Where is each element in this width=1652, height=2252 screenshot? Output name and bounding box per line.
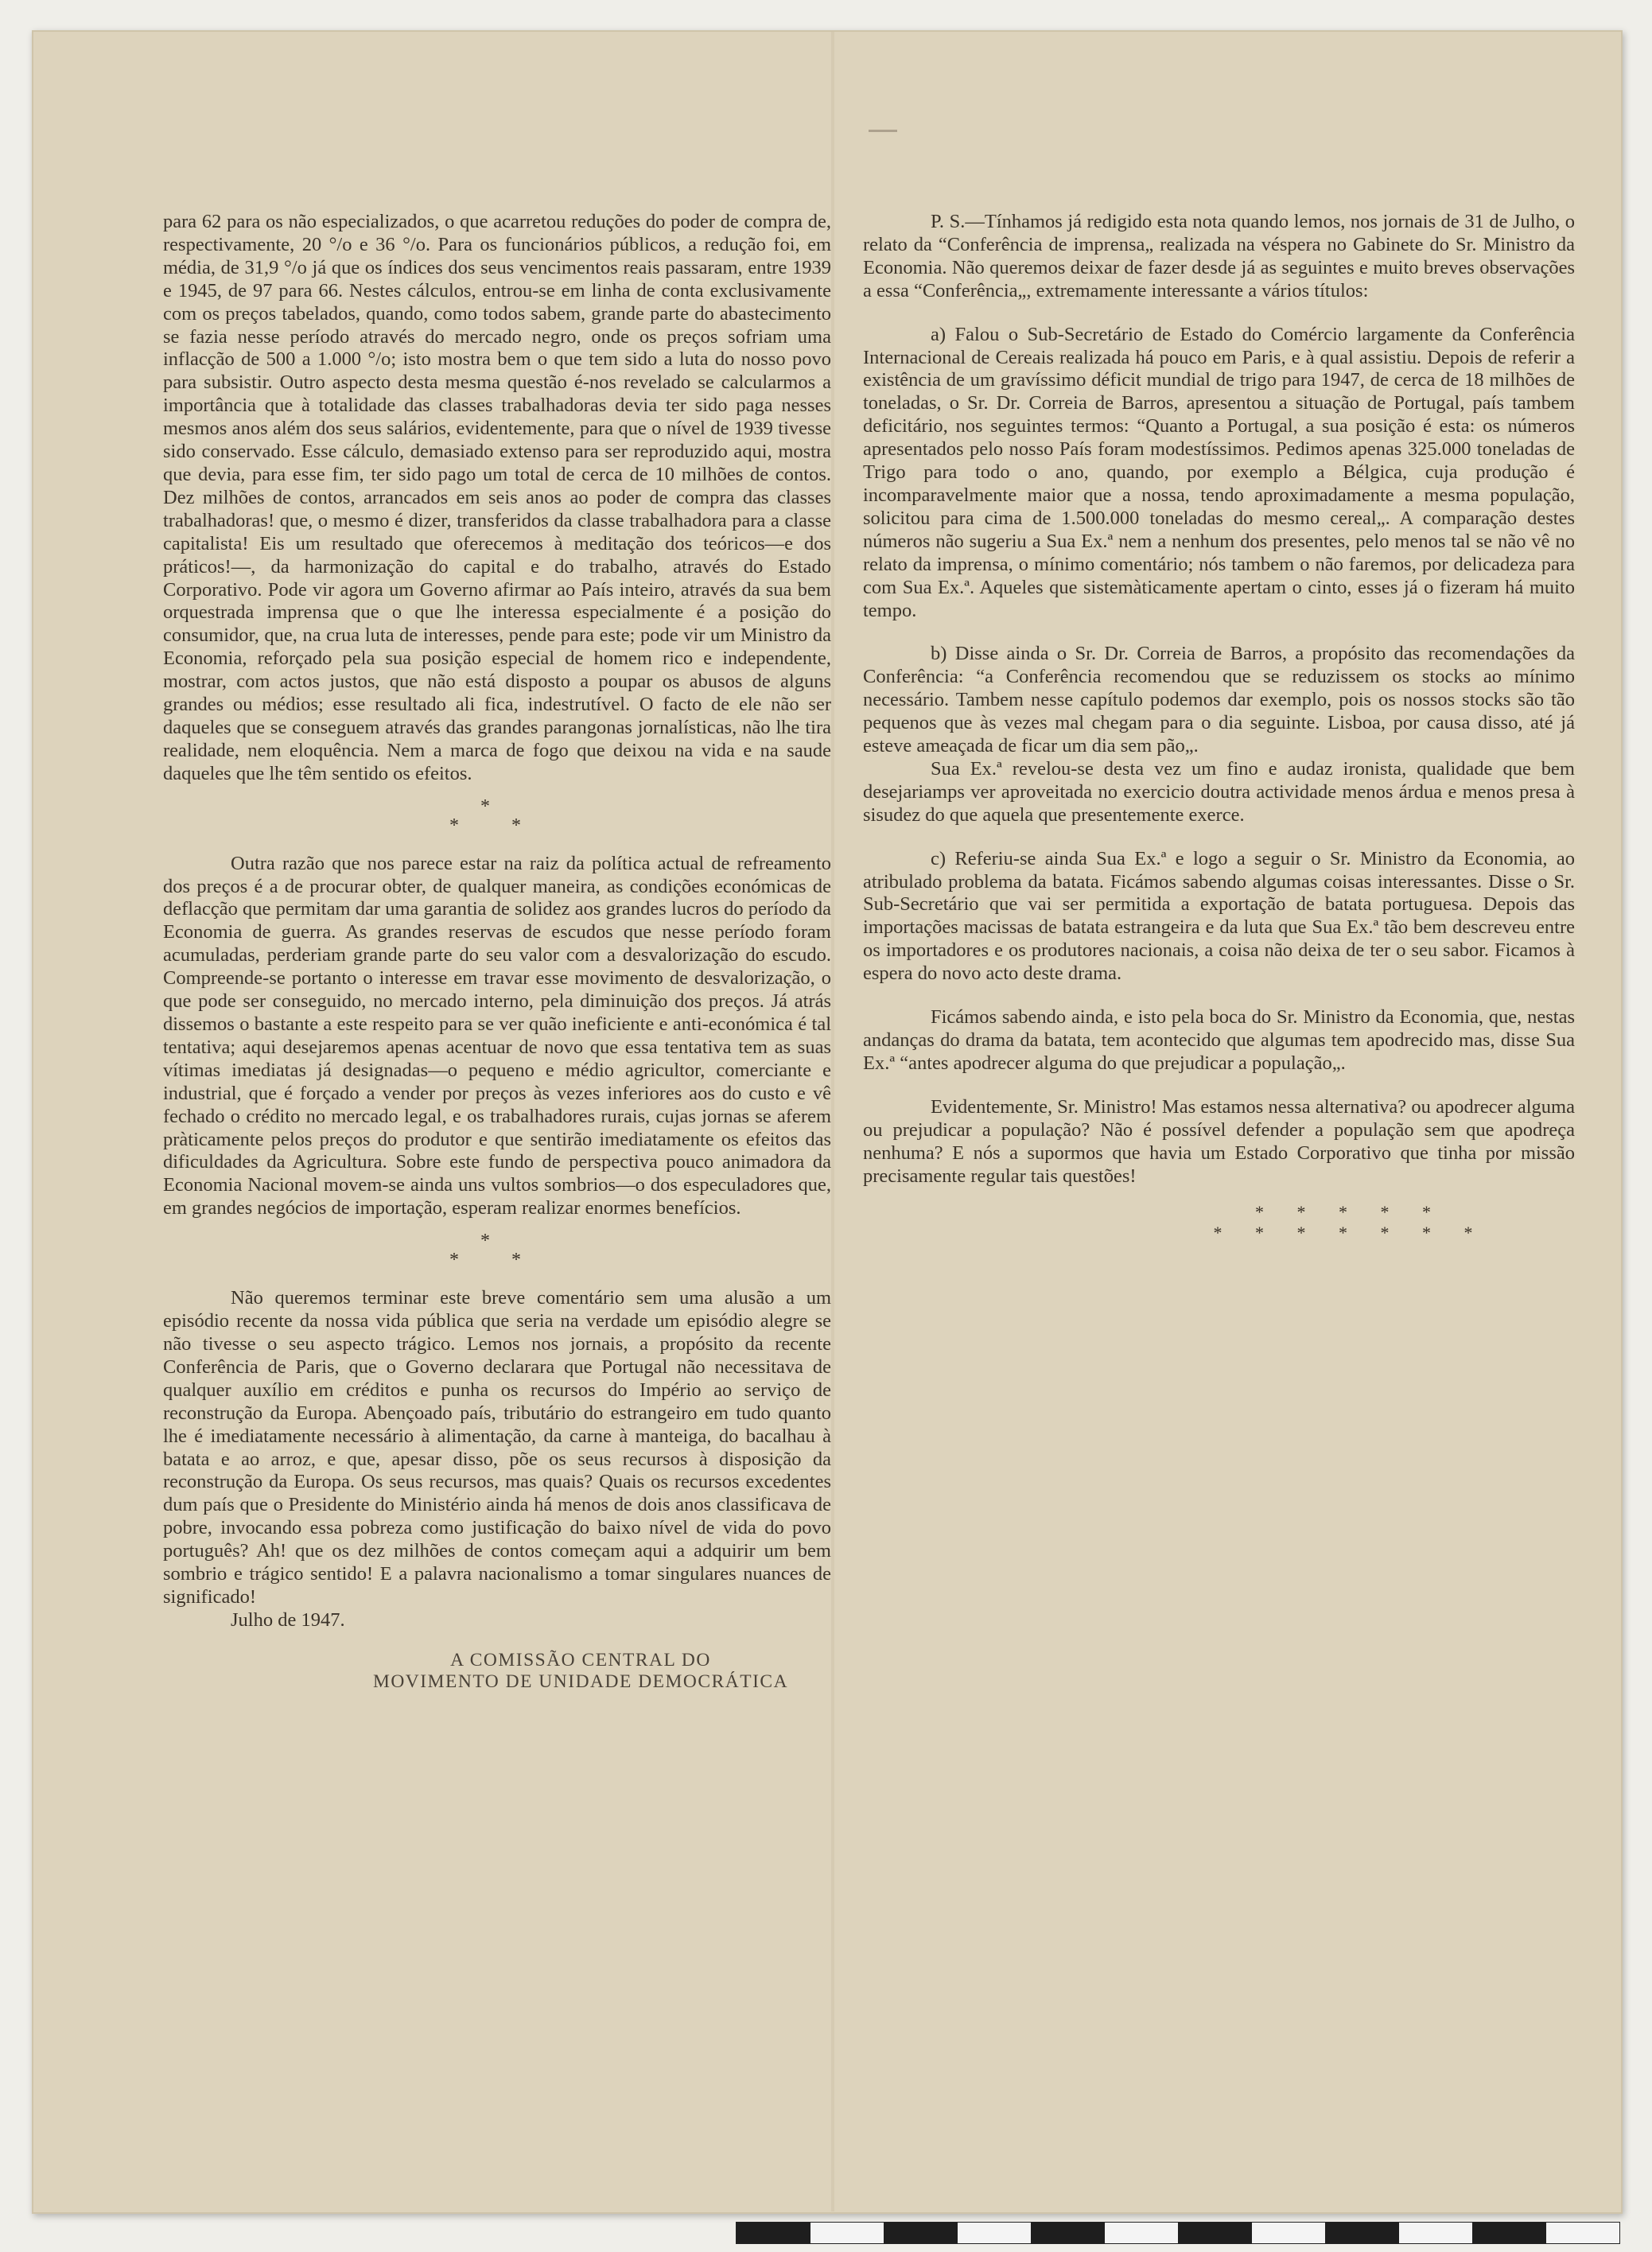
spacer: [863, 827, 1575, 848]
divider-star-bottom: * *: [449, 815, 545, 836]
ink-mark: [869, 130, 897, 132]
paragraph-conclusion: Evidentemente, Sr. Ministro! Mas estamos nessa alternativa? ou apodrecer alguma ou prejudicar a população? Não é possível defender a população sem que apodreça nenhuma? E nós a supormos que havia um Estado Corporativo que tinha por missão precisamente regular tais questões!: [863, 1095, 1575, 1187]
scale-segment: [737, 2223, 810, 2243]
scale-segment: [1252, 2223, 1326, 2243]
paragraph-postscript: P. S.—Tínhamos já redigido esta nota quando lemos, nos jornais de 31 de Julho, o relato da “Conferência de imprensa„ realizada na véspera no Gabinete do Sr. Ministro da Economia. Não queremos deixar de fazer desde já as seguintes e muito breves observações a essa “Conferência„, extremamente interessante a vários títulos:: [863, 211, 1575, 301]
paragraph-prices: Outra razão que nos parece estar na raiz da política actual de refreamento dos preços é a de procurar obter, de qualquer maneira, as condições económicas de deflacção que permitam dar uma garantia de solidez aos grandes lucros do período da Economia de guerra. As grandes reservas de escudos que nesse período foram acumuladas, perderiam grande parte do seu valor com a desvalorização do escudo. Compreende-se portanto o interesse em travar esse movimento de desvalorização, o que pode ser conseguido, no mercado interno, pela diminuição dos preços. Já atrás dissemos o bastante a este respeito para se ver quão ineficiente e anti-económica é tal tentativa; aqui desejaremos apenas acentuar de novo que essa tentativa tem as suas vítimas imediatas já designadas—o pequeno e médio agricultor, comerciante e industrial, que é forçado a vender por preços às vezes inferiores aos do custo e vê fechado o crédito no mercado legal, e os trabalhadores rurais, cujas jornas se aferem pràticamente pelos preços do produtor e que sentirão imediatamente os efeitos das dificuldades da Agricultura. Sobre este fundo de perspectiva pouco animadora da Economia Nacional movem-se ainda uns vultos sombrios—o dos especuladores que, em grandes negócios de importação, esperam realizar enormes benefícios.: [163, 852, 831, 1219]
divider-star-top: *: [480, 1231, 514, 1252]
signature-line-1: A COMISSÃO CENTRAL DO: [450, 1649, 711, 1671]
spacer: [863, 986, 1575, 1006]
scale-segment: [1105, 2223, 1179, 2243]
paragraph-conference: Não queremos terminar este breve comentário sem uma alusão a um episódio recente da nossa vida pública que seria na verdade um episódio alegre se não tivesse o seu aspecto trágico. Lemos nos jornais, a propósito da recente Conferência de Paris, que o Governo declarara que Portugal não necessitava de qualquer auxílio em créditos e punha os recursos do Império ao serviço de reconstrução da Europa. Abençoado país, tributário do estrangeiro em tudo quanto lhe é imediatamente necessário à alimentação, da carne à manteiga, do bacalhau à batata e ao arroz, e que, apesar disso, põe os seus recursos à disposição da reconstrução da Europa. Os seus recursos, mas quais? Quais os recursos excedentes dum país que o Presidente do Ministério ainda há menos de dois anos classificava de pobre, invocando essa pobreza como justificação do baixo nível de vida do povo português? Ah! que os dez milhões de contos começam aqui a adquirir um bem sombrio e trágico sentido! E a palavra nacionalismo a tomar singulares nuances de significado!: [163, 1287, 831, 1608]
spacer: [863, 303, 1575, 324]
paragraph-item-c: c) Referiu-se ainda Sua Ex.ª e logo a seguir o Sr. Ministro da Economia, ao atribulado problema da batata. Ficámos sabendo algumas coisas interessantes. Disse o Sr. Sub-Secretário que vai ser permitida a exportação de batata portuguesa. Depois das importações macissas de batata estrangeira e da luta que Sua Ex.ª tão bem descreveu entre os importadores e os produtores nacionais, a coisa não deixa de ter o seu sabor. Ficamos à espera do novo acto deste drama.: [863, 847, 1575, 985]
paragraph-potatoes: Ficámos sabendo ainda, e isto pela boca do Sr. Ministro da Economia, que, nestas andanças do drama da batata, tem acontecido que algumas tem apodrecido mas, disse Sua Ex.ª “antes apodrecer alguma do que prejudicar a população„.: [863, 1006, 1575, 1074]
scale-segment: [958, 2223, 1032, 2243]
spacer: [863, 1075, 1575, 1096]
section-divider-1: [163, 797, 831, 835]
paragraph-item-b: b) Disse ainda o Sr. Dr. Correia de Barros, a propósito das recomendações da Conferência: “a Conferência recomendou que se reduzissem os stocks ao mínimo necessário. Tambem nesse capítulo podemos dar exemplo, pois os nossos stocks são tão pequenos que às vezes mal chegam para o dia seguinte. Lisboa, por causa disso, até já esteve ameaçada de ficar um dia sem pão„.: [863, 643, 1575, 757]
paragraph-item-a: a) Falou o Sub-Secretário de Estado do Comércio largamente da Conferência Internacional de Cereais realizada há pouco em Paris, e à qual assistiu. Depois de referir a existência de um gravíssimo déficit mundial de trigo para 1947, de cerca de 18 milhões de toneladas, o Sr. Dr. Correia de Barros, apresentou a situação de Portugal, país tambem deficitário, nos seguintes termos: “Quanto a Portugal, a sua posição é esta: os números apresentados pelo nosso País foram modestíssimos. Pedimos apenas 325.000 toneladas de Trigo para todo o ano, quando, por exemplo a Bélgica, cuja produção é incomparavelmente maior que a nossa, tendo aproximadamente a mesma população, solicitou para cima de 1.500.000 toneladas do mesmo cereal„. A comparação destes números não sugeriu a Sua Ex.ª nem a nenhum dos presentes, pelo menos tal se não vê no relato da imprensa, o mínimo comentário; nós tambem o não faremos, por delicadeza para com Sua Ex.ª. Aqueles que sistemàticamente apertam o cinto, esses já o fizeram há muito tempo.: [863, 323, 1575, 621]
document-date: Julho de 1947.: [231, 1608, 345, 1631]
color-scale-bar: [736, 2222, 1620, 2244]
signature-block: [330, 1650, 831, 1693]
paragraph-item-b-comment: Sua Ex.ª revelou-se desta vez um fino e audaz ironista, qualidade que bem desejariamps ver aproveitada no exercicio doutra actividade menos árdua e menos presa à sisudez do que aquela que presentemente exerce.: [863, 757, 1575, 826]
end-stars-row-1: * * * * *: [1255, 1202, 1445, 1223]
scale-segment: [810, 2223, 884, 2243]
signature-line-2: MOVIMENTO DE UNIDADE DEMOCRÁTICA: [372, 1671, 789, 1692]
scale-segment: [1031, 2223, 1105, 2243]
spacer: [863, 622, 1575, 643]
end-ornament: [863, 1202, 1575, 1243]
scale-segment: [884, 2223, 958, 2243]
scale-segment: [1178, 2223, 1252, 2243]
divider-star-bottom: * *: [449, 1250, 545, 1271]
scale-segment: [1325, 2223, 1399, 2243]
scale-segment: [1472, 2223, 1546, 2243]
paragraph-wages: para 62 para os não especializados, o que acarretou reduções do poder de compra de, respectivamente, 20 °/o e 36 °/o. Para os funcionários públicos, a redução foi, em média, de 31,9 °/o já que os índices dos seus vencimentos reais passaram, entre 1939 e 1945, de 97 para 66. Nestes cálculos, entrou-se em linha de conta exclusivamente com os preços tabelados, quando, como todos sabem, grande parte do abastecimento se fazia nesse período através do mercado negro, onde os preços sofriam uma inflacção de 500 a 1.000 °/o; isto mostra bem o que tem sido a luta do nosso povo para subsistir. Outro aspecto desta mesma questão é-nos revelado se calcularmos a importância que à totalidade das classes trabalhadoras devia ter sido paga nesses mesmos anos além dos seus salários, evidentemente, para que o nível de 1939 tivesse sido conservado. Esse cálculo, demasiado extenso para ser reproduzido aqui, mostra que devia, para esse fim, ter sido pago um total de cerca de 10 milhões de contos. Dez milhões de contos, arrancados em seis anos ao poder de compra das classes trabalhadoras! que, o mesmo é dizer, transferidos da classe trabalhadora para a classe capitalista! Eis um resultado que oferecemos à meditação dos teóricos—e dos práticos!—, da harmonização do capital e do trabalho, através do Estado Corporativo. Pode vir agora um Governo afirmar ao País inteiro, através da sua bem orquestrada imprensa que o que lhe interessa especialmente é a posição do consumidor, que, na crua luta de interesses, pende para este; pode vir um Ministro da Economia, reforçado pela sua posição especial de homem rico e independente, mostrar, com actos justos, que não está disposto a poupar os abusos de alguns grandes ou médios; esse resultado ali fica, indestrutível. O facto de ele não ser daqueles que se conseguem através das grandes parangonas jornalísticas, não lhe tira realidade, nem eloquência. Nem a marca de fogo que deixou na vida e na saude daqueles que lhe têm sentido os efeitos.: [163, 211, 831, 784]
fold-line: [831, 32, 834, 2211]
scale-segment: [1399, 2223, 1473, 2243]
right-column: [863, 211, 1575, 1243]
section-divider-2: [163, 1231, 831, 1270]
left-column: [163, 211, 831, 1693]
scale-segment: [1546, 2223, 1620, 2243]
divider-star-top: *: [480, 795, 514, 817]
end-stars-row-2: * * * * * * *: [1213, 1223, 1487, 1243]
